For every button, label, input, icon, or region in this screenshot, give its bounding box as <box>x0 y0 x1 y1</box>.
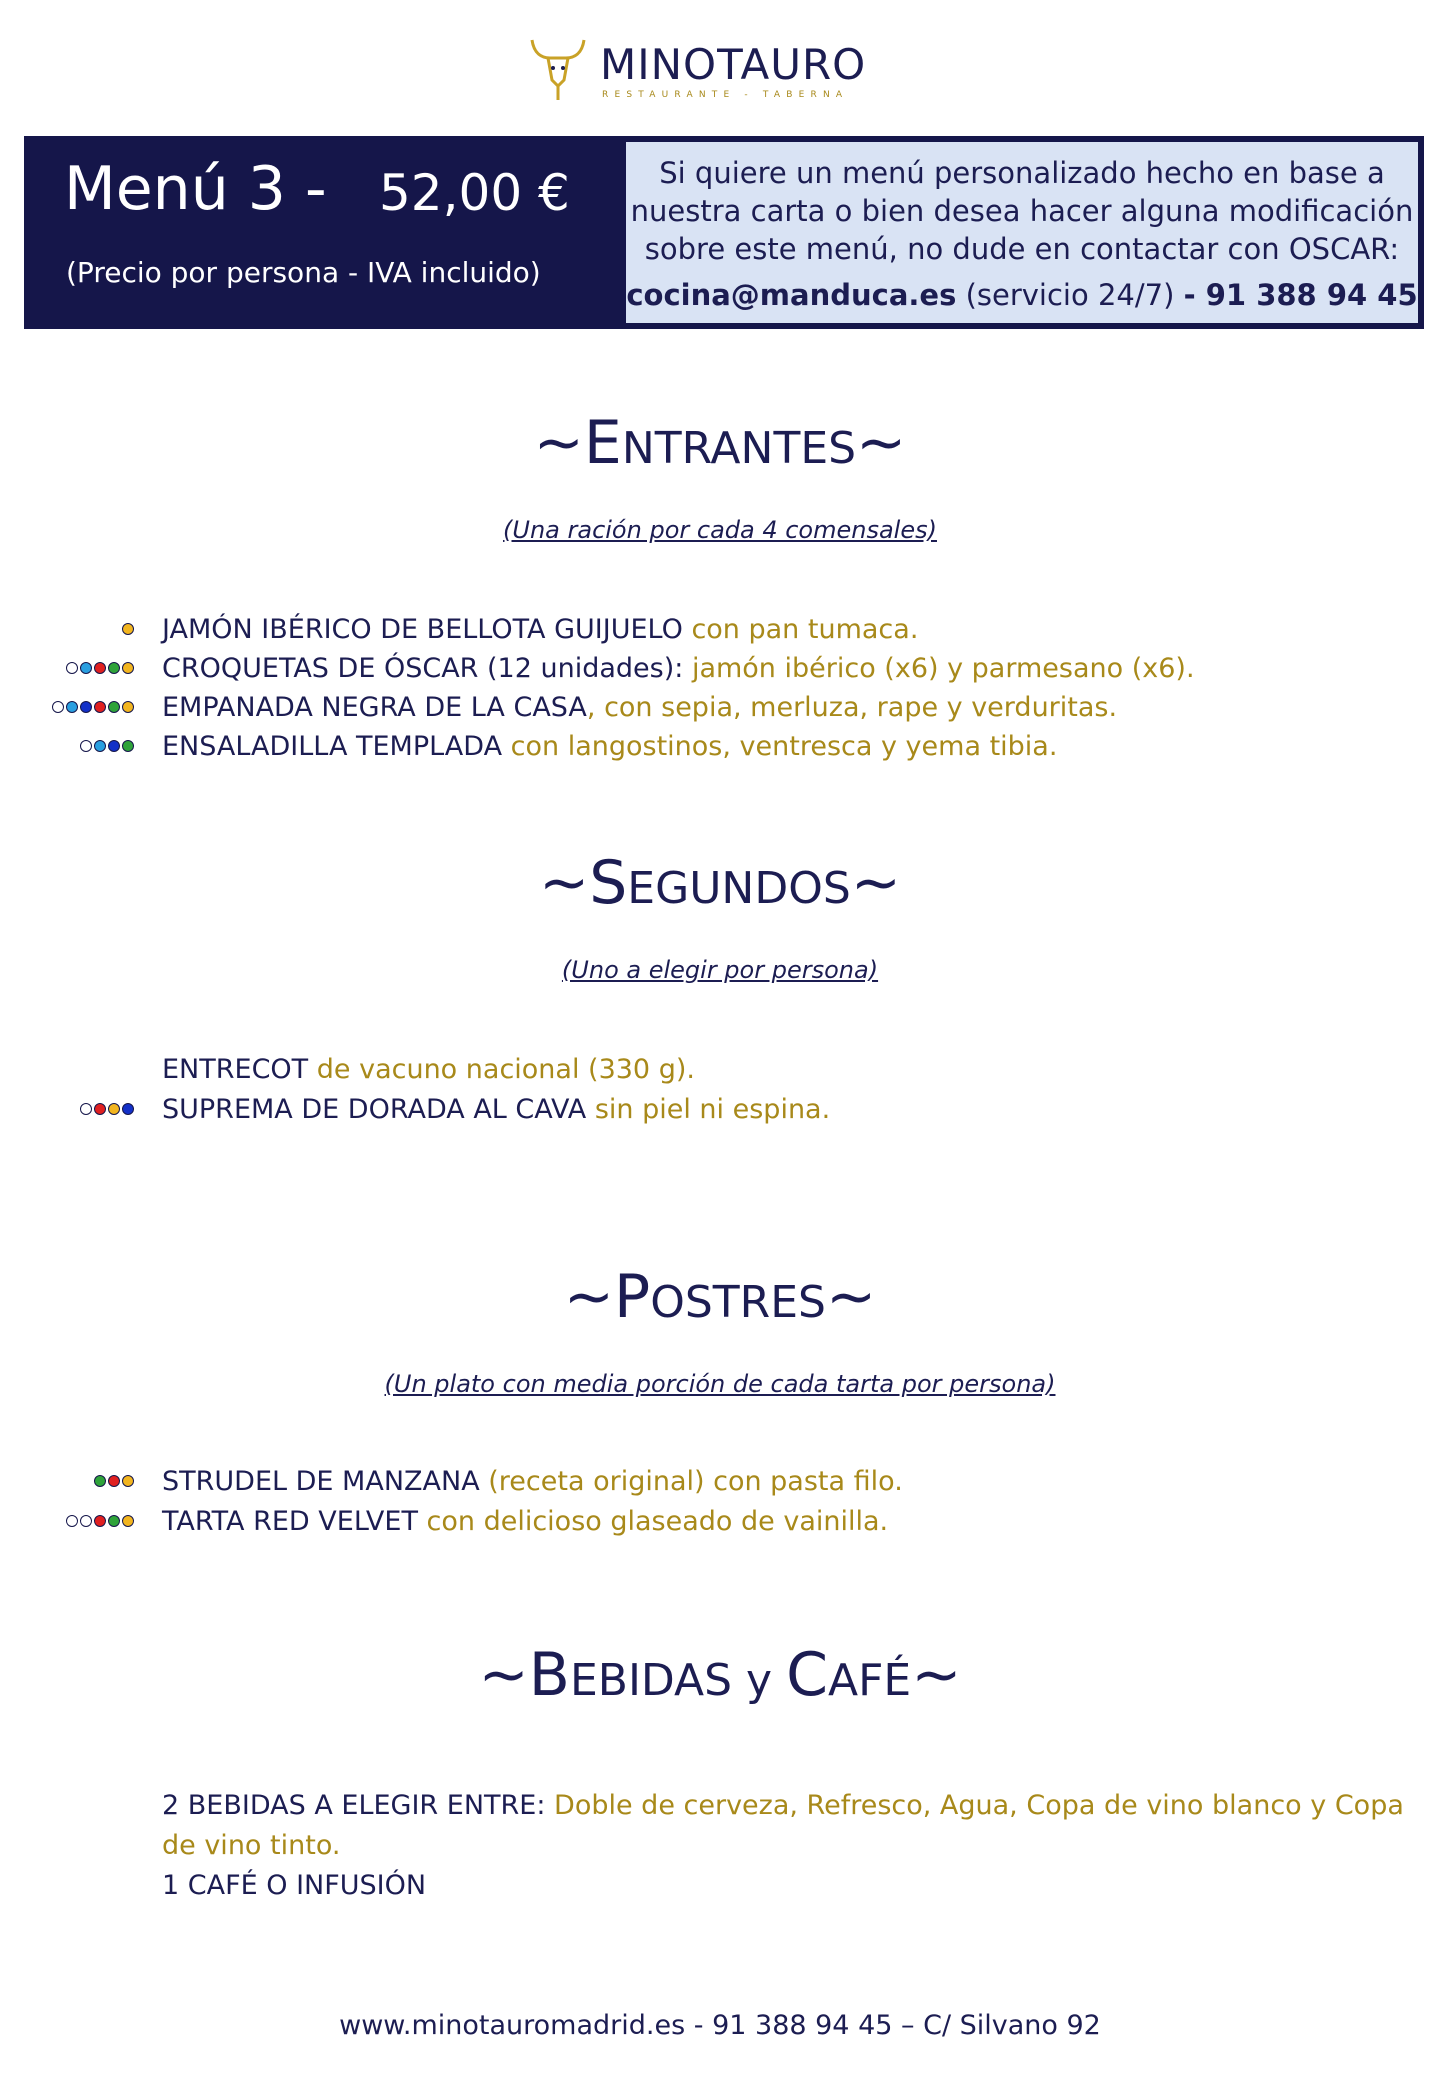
allergen-dot-icon <box>66 662 78 674</box>
contact-email[interactable]: cocina@manduca.es <box>626 278 957 312</box>
section-subtitle-segundos: (Uno a elegir por persona) <box>561 956 879 984</box>
drinks-list <box>162 1786 1412 1906</box>
custom-menu-info: Si quiere un menú personalizado hecho en base a nuestra carta o bien desea hacer alguna modificación sobre este menú, no dude en contactar con OSCAR: <box>630 156 1414 266</box>
allergen-dot-icon <box>122 623 134 635</box>
allergen-dot-icon <box>66 701 78 713</box>
allergen-dot-icon <box>122 1515 134 1527</box>
price-note: (Precio por persona - IVA incluido) <box>66 256 541 289</box>
menu-item: CROQUETAS DE ÓSCAR (12 unidades): jamón ibérico (x6) y parmesano (x6). <box>162 653 1195 684</box>
allergen-dot-icon <box>108 1515 120 1527</box>
allergen-dot-icon <box>80 740 92 752</box>
allergen-icons <box>94 1475 134 1487</box>
allergen-dot-icon <box>108 1475 120 1487</box>
allergen-dot-icon <box>108 740 120 752</box>
logo-subtitle: RESTAURANTE - TABERNA <box>602 90 849 100</box>
logo-name: MINOTAURO <box>600 40 867 89</box>
allergen-dot-icon <box>122 662 134 674</box>
menu-item: EMPANADA NEGRA DE LA CASA, con sepia, merluza, rape y verduritas. <box>162 692 1118 723</box>
allergen-icons <box>122 623 134 635</box>
allergen-dot-icon <box>52 701 64 713</box>
menu-title: Menú 3 - <box>64 154 327 224</box>
menu-item: TARTA RED VELVET con delicioso glaseado de vainilla. <box>162 1506 889 1537</box>
allergen-dot-icon <box>80 701 92 713</box>
allergen-dot-icon <box>122 740 134 752</box>
coffee-line: 1 CAFÉ O INFUSIÓN <box>162 1870 427 1901</box>
section-title-postres: ~POSTRES~ <box>563 1262 877 1332</box>
allergen-dot-icon <box>94 701 106 713</box>
footer-contact: www.minotauromadrid.es - 91 388 94 45 – C/ Silvano 92 <box>339 2010 1101 2041</box>
allergen-dot-icon <box>108 662 120 674</box>
section-subtitle-entrantes: (Una ración por cada 4 comensales) <box>503 516 937 544</box>
allergen-dot-icon <box>94 1103 106 1115</box>
menu-item: ENSALADILLA TEMPLADA con langostinos, ventresca y yema tibia. <box>162 731 1058 762</box>
allergen-dot-icon <box>94 1515 106 1527</box>
allergen-dot-icon <box>122 701 134 713</box>
menu-item: JAMÓN IBÉRICO DE BELLOTA GUIJUELO con pan tumaca. <box>162 614 919 645</box>
restaurant-logo <box>528 36 928 102</box>
allergen-icons <box>66 662 134 674</box>
menu-price: 52,00 € <box>379 164 570 222</box>
allergen-icons <box>80 1103 134 1115</box>
bull-head-icon <box>528 36 588 102</box>
allergen-dot-icon <box>94 662 106 674</box>
allergen-icons <box>80 740 134 752</box>
allergen-dot-icon <box>80 1515 92 1527</box>
service-hours: (servicio 24/7) <box>965 278 1175 312</box>
contact-phone[interactable]: - 91 388 94 45 <box>1183 278 1418 312</box>
allergen-dot-icon <box>66 1515 78 1527</box>
menu-banner <box>24 136 1424 329</box>
allergen-dot-icon <box>108 701 120 713</box>
allergen-dot-icon <box>122 1103 134 1115</box>
allergen-dot-icon <box>94 1475 106 1487</box>
allergen-dot-icon <box>94 740 106 752</box>
price-panel <box>24 136 624 329</box>
section-title-entrantes: ~ENTRANTES~ <box>533 408 907 478</box>
allergen-dot-icon <box>80 662 92 674</box>
contact-line <box>626 278 1418 312</box>
allergen-icons <box>66 1515 134 1527</box>
drinks-choice: 2 BEBIDAS A ELEGIR ENTRE: Doble de cerveza, Refresco, Agua, Copa de vino blanco y Copa de vino tinto. <box>162 1790 1404 1861</box>
menu-item: ENTRECOT de vacuno nacional (330 g). <box>162 1054 695 1085</box>
allergen-dot-icon <box>80 1103 92 1115</box>
section-subtitle-postres: (Un plato con media porción de cada tarta por persona) <box>384 1370 1056 1398</box>
section-title-bebidas: ~BEBIDAS y CAFÉ~ <box>478 1640 962 1710</box>
contact-panel <box>626 142 1418 323</box>
allergen-dot-icon <box>122 1475 134 1487</box>
allergen-icons <box>52 701 134 713</box>
allergen-dot-icon <box>108 1103 120 1115</box>
section-title-segundos: ~SEGUNDOS~ <box>538 848 902 918</box>
menu-item: SUPREMA DE DORADA AL CAVA sin piel ni espina. <box>162 1094 831 1125</box>
menu-item: STRUDEL DE MANZANA (receta original) con pasta filo. <box>162 1466 903 1497</box>
